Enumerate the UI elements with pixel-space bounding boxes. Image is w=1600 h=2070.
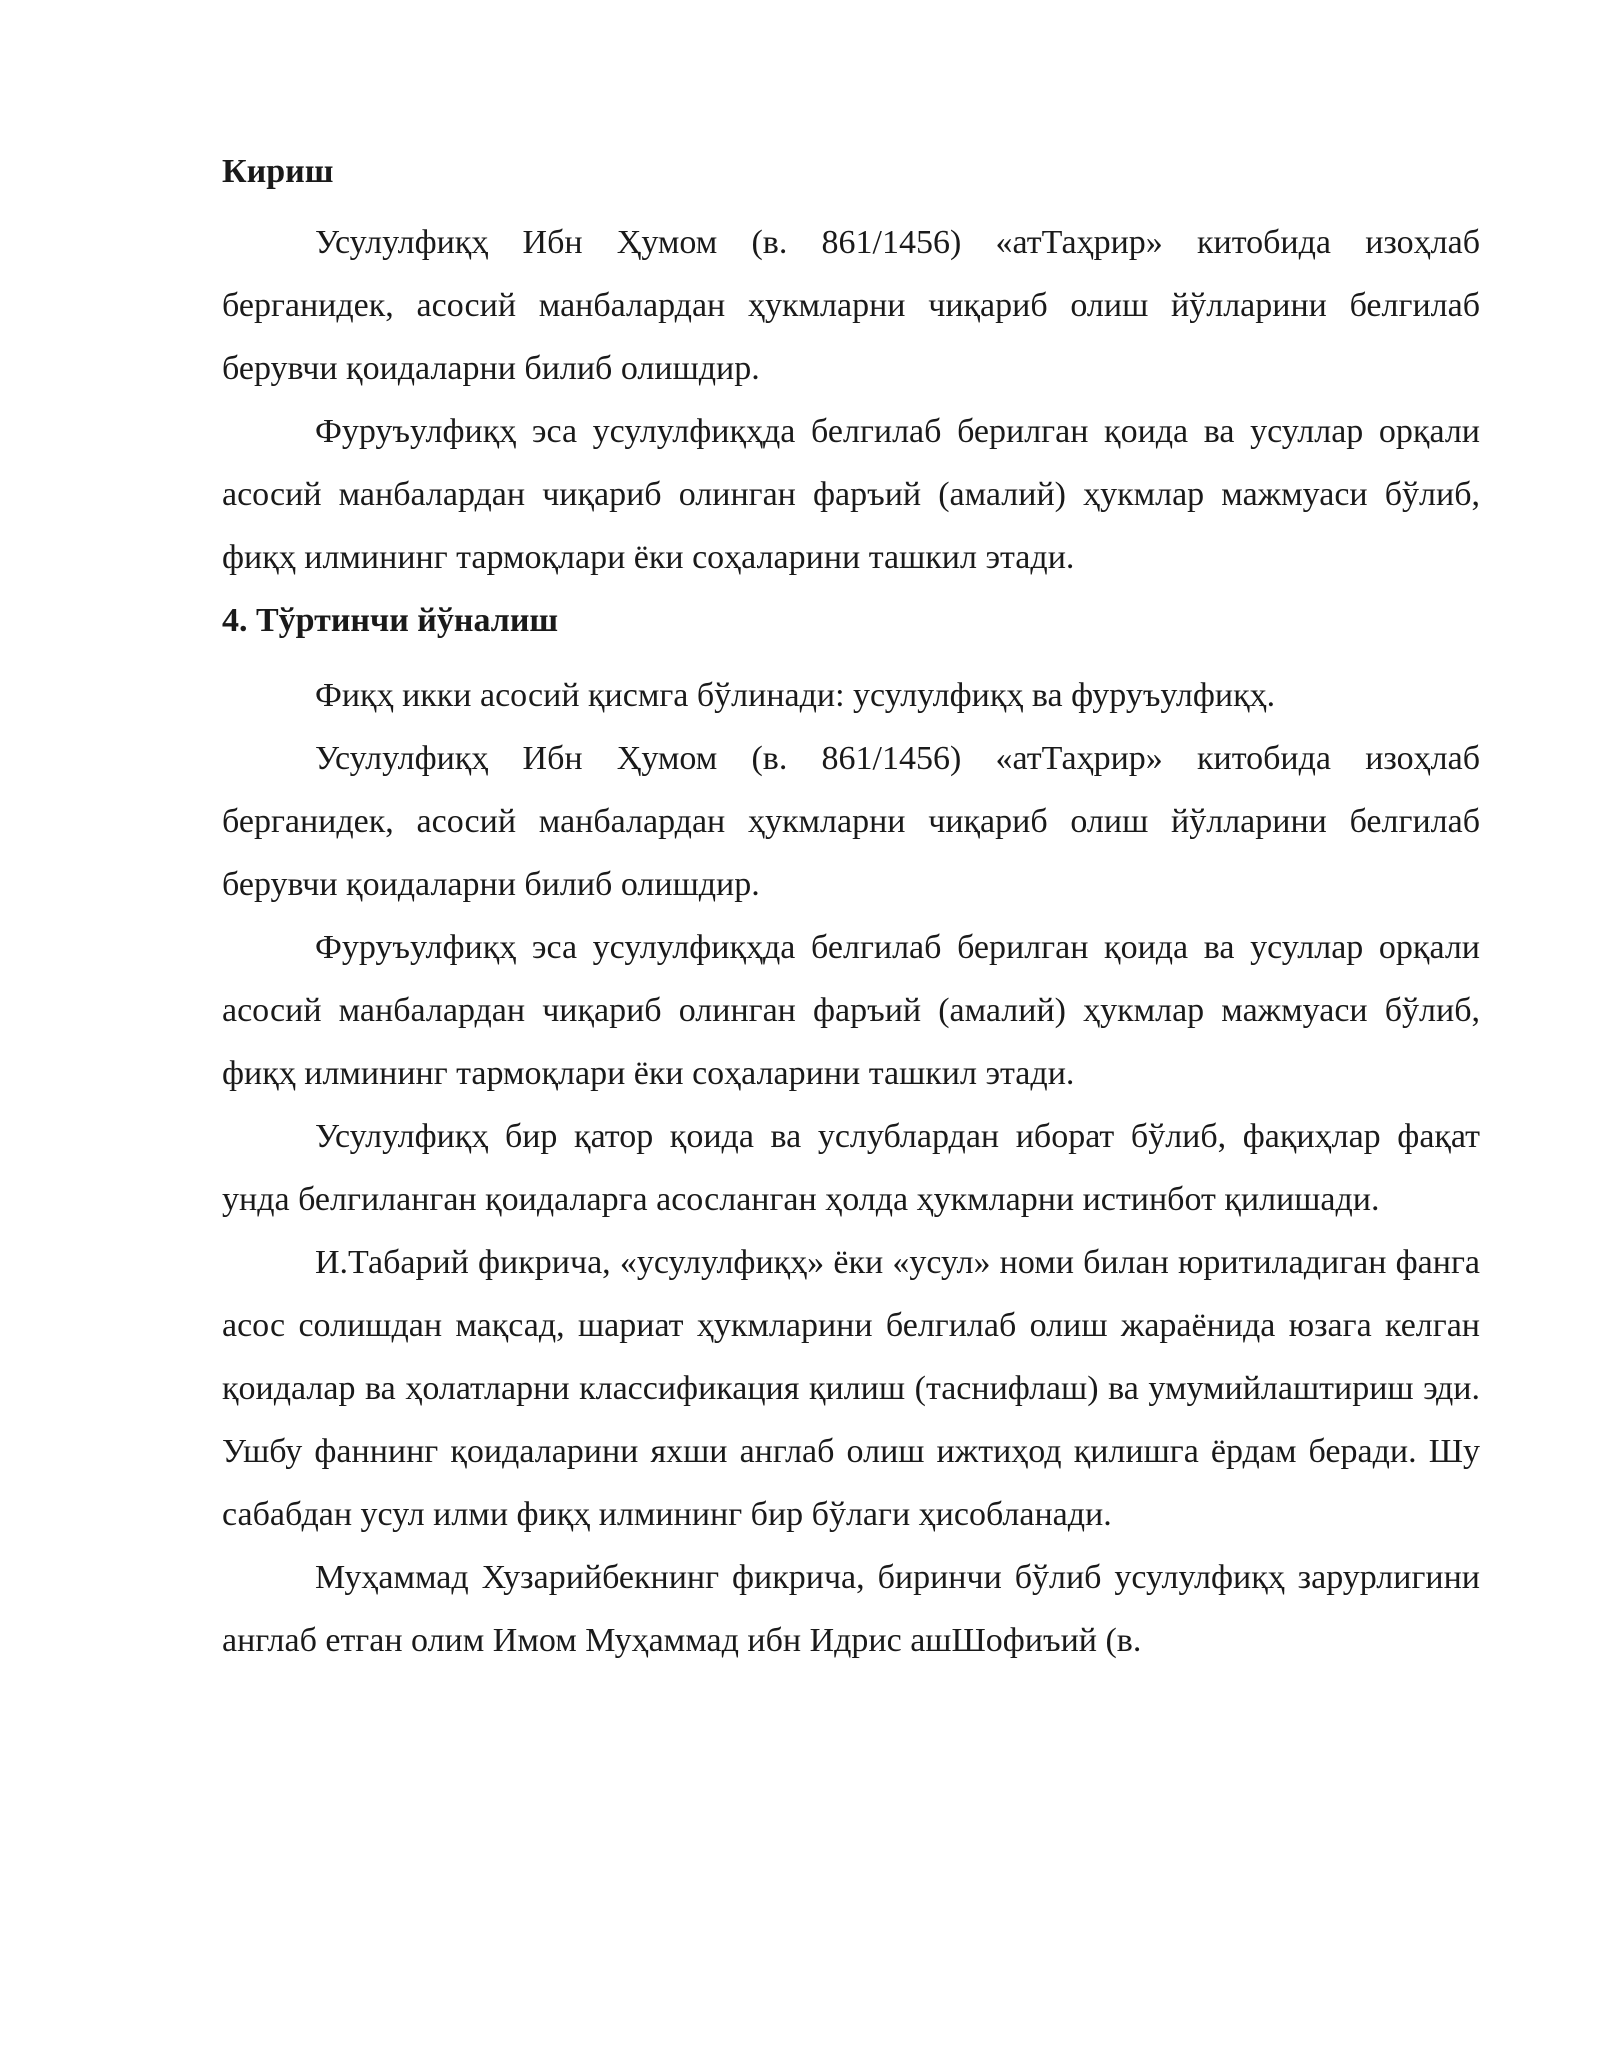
paragraph: Фуруъулфиқҳ эса усулулфиқҳда белгилаб берилган қоида ва усуллар орқали асосий манбалардан чиқариб олинган фаръий (амалий) ҳукмлар мажмуаси бўлиб, фиқҳ илмининг тармоқлари ёки соҳаларини ташкил этади. <box>222 413 1480 576</box>
paragraph: И.Табарий фикрича, «усулулфиқҳ» ёки «усул» номи билан юритиладиган фанга асос солишдан мақсад, шариат ҳукмларини белгилаб олиш жараёнида юзага келган қоидалар ва ҳолатларни классификация қилиш (таснифлаш) ва умумийлаштириш эди. Ушбу фаннинг қоидаларини яхши англаб олиш ижтиҳод қилишга ёрдам беради. Шу сабабдан усул илми фиқҳ илмининг бир бўлаги ҳисобланади. <box>222 1244 1480 1533</box>
paragraph: Усулулфиқҳ Ибн Ҳумом (в. 861/1456) «атТаҳрир» китобида изоҳлаб берганидек, асосий манбалардан ҳукмларни чиқариб олиш йўлларини белгилаб берувчи қоидаларни билиб олишдир. <box>222 740 1480 903</box>
paragraph: Усулулфиқҳ бир қатор қоида ва услублардан иборат бўлиб, фақиҳлар фақат унда белгиланган қоидаларга асосланган ҳолда ҳукмларни истинбот қилишади. <box>222 1118 1480 1218</box>
document-page <box>222 140 1480 1672</box>
paragraph: Усулулфиқҳ Ибн Ҳумом (в. 861/1456) «атТаҳрир» китобида изоҳлаб берганидек, асосий манбалардан ҳукмларни чиқариб олиш йўлларини белгилаб берувчи қоидаларни билиб олишдир. <box>222 224 1480 387</box>
section-heading-introduction: Кириш <box>222 153 334 190</box>
paragraph: Фиқҳ икки асосий қисмга бўлинади: усулулфиқҳ ва фуруъулфиқҳ. <box>315 677 1276 714</box>
paragraph: Фуруъулфиқҳ эса усулулфиқҳда белгилаб берилган қоида ва усуллар орқали асосий манбалардан чиқариб олинган фаръий (амалий) ҳукмлар мажмуаси бўлиб, фиқҳ илмининг тармоқлари ёки соҳаларини ташкил этади. <box>222 929 1480 1092</box>
paragraph: Муҳаммад Хузарийбекнинг фикрича, биринчи бўлиб усулулфиқҳ зарурлигини англаб етган олим Имом Муҳаммад ибн Идрис ашШофиъий (в. <box>222 1559 1480 1659</box>
section-heading-fourth-direction: 4. Тўртинчи йўналиш <box>222 602 559 639</box>
